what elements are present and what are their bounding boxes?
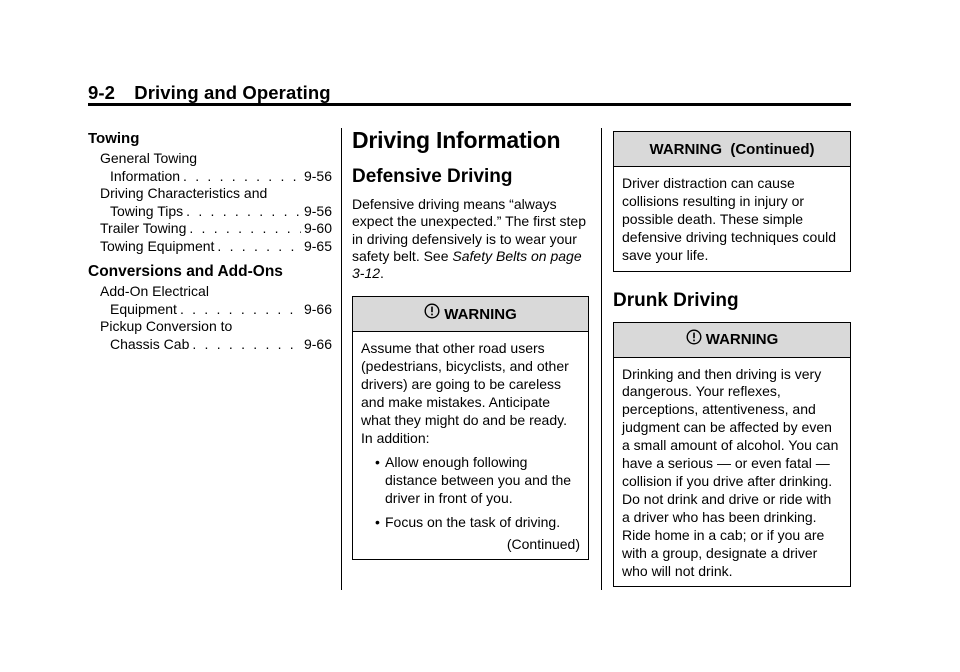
index-entry-text: Chassis Cab	[110, 335, 190, 352]
index-page-ref: 9-56	[303, 167, 332, 184]
index-entry-text: Towing Tips	[110, 202, 184, 219]
warning-body	[614, 358, 850, 587]
leader-dots	[189, 220, 301, 238]
subsection-heading: Defensive Driving	[352, 166, 513, 187]
index-entry-text: Driving Characteristics and	[100, 185, 268, 201]
warning-box	[352, 296, 589, 560]
leader-dots	[183, 168, 301, 186]
defensive-driving-text	[352, 196, 589, 282]
index-entry[interactable]	[100, 150, 332, 185]
index-entry[interactable]	[100, 220, 332, 238]
index-entry[interactable]	[100, 283, 332, 318]
caution-circle-icon	[424, 303, 440, 319]
warning-header	[614, 323, 850, 358]
index-section-title: Conversions and Add-Ons	[88, 263, 283, 280]
leader-dots	[186, 203, 301, 221]
header-rule	[88, 103, 851, 106]
section-index	[88, 130, 332, 353]
index-entry-text: Pickup Conversion to	[100, 318, 233, 334]
continued-label: (Continued)	[506, 535, 580, 552]
column-divider-right	[601, 128, 602, 590]
warning-header	[353, 297, 588, 332]
index-entry-text: Towing Equipment	[100, 237, 215, 254]
index-page-ref: 9-60	[303, 220, 332, 236]
index-page-ref: 9-66	[303, 300, 332, 317]
page-header	[88, 82, 331, 104]
right-column	[613, 131, 851, 587]
chapter-title: Driving and Operating	[134, 82, 331, 103]
index-entry-text: Add-On Electrical	[100, 283, 209, 299]
main-column	[352, 126, 589, 560]
index-page-ref: 9-56	[303, 202, 332, 219]
bullet-text: Allow enough following distance between you and the driver in front of you.	[385, 453, 572, 506]
warning-title: WARNING	[705, 331, 779, 349]
leader-dots	[192, 336, 301, 354]
subsection-heading: Drunk Driving	[613, 289, 739, 311]
bullet-item	[361, 514, 580, 532]
bullet-glyph: •	[375, 453, 380, 470]
bullet-text: Focus on the task of driving.	[385, 513, 561, 530]
warning-text: Driver distraction can cause collisions resulting in injury or possible death. These simple defensive driving techniques could save your life.	[622, 175, 837, 263]
index-entry-text: General Towing	[100, 150, 198, 166]
body-text: .	[380, 265, 384, 282]
page-number: 9-2	[88, 82, 116, 103]
warning-text: Assume that other road users (pedestrians, bicyclists, and other drivers) are going to be careless and make mistakes. Anticipate what they might do and be ready. In addition:	[361, 340, 569, 447]
bullet-glyph: •	[375, 513, 380, 530]
warning-body	[614, 167, 850, 271]
caution-circle-icon	[686, 329, 702, 345]
warning-title: WARNING (Continued)	[649, 140, 815, 158]
leader-dots	[217, 238, 301, 256]
warning-header	[614, 132, 850, 167]
index-section-title: Towing	[88, 130, 140, 147]
index-entry-text: Equipment	[110, 300, 177, 317]
index-entry[interactable]	[100, 185, 332, 220]
leader-dots	[180, 301, 301, 319]
index-page-ref: 9-65	[303, 237, 332, 254]
bullet-item	[361, 454, 580, 508]
body-text: Defensive driving means “always expect the unexpected.” The first step in driving defensively is to wear your safety belt. See	[352, 196, 586, 264]
cross-reference-link[interactable]: Safety Belts on page 3-12	[352, 247, 582, 282]
warning-text: Drinking and then driving is very dangerous. Your reflexes, perceptions, attentiveness, and judgment can be affected by even a small amount of alcohol. You can have a serious — or even fatal — collision if you drive after drinking. Do not drink and drive or ride with a driver who has been drinking. Ride home in a cab; or if you are with a group, designate a driver who will not drink.	[622, 365, 839, 579]
warning-body	[353, 332, 588, 559]
index-entry-text: Information	[110, 167, 181, 184]
index-entry[interactable]	[100, 318, 332, 353]
index-page-ref: 9-66	[303, 335, 332, 352]
index-entry[interactable]	[100, 238, 332, 256]
section-heading: Driving Information	[352, 127, 561, 153]
warning-title: WARNING	[444, 305, 517, 323]
column-divider-left	[341, 128, 342, 590]
warning-continued-box	[613, 131, 851, 272]
index-entry-text: Trailer Towing	[100, 220, 187, 236]
warning-box	[613, 322, 851, 588]
